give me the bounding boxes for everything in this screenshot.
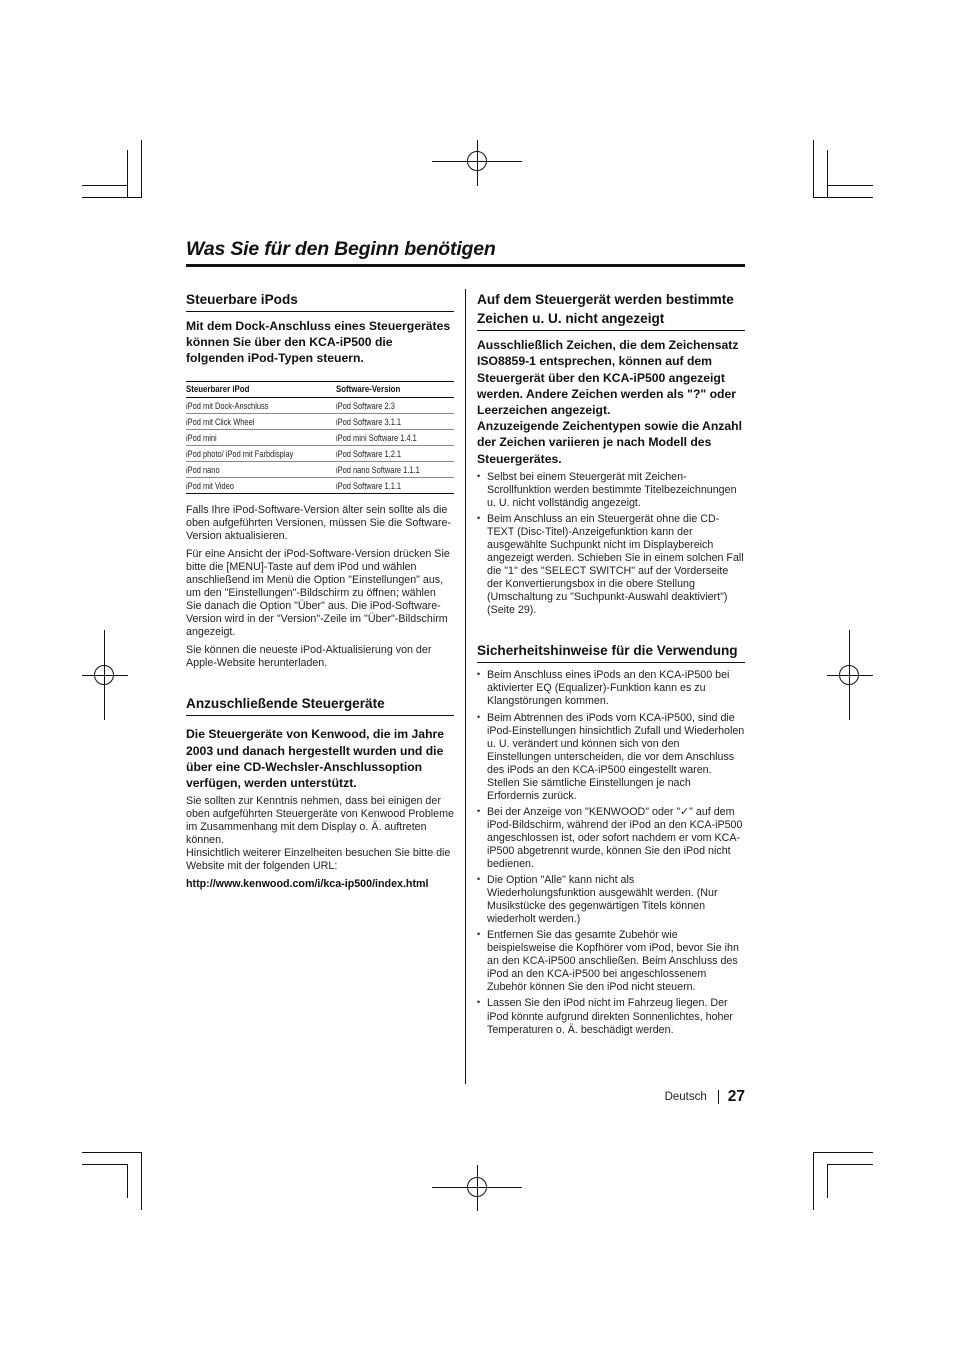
table-row <box>186 461 454 477</box>
list-item: • Die Option "Alle" kann nicht als Wiederholungsfunktion ausgewählt werden. (Nur Musikstücke des gegenwärtigen Titels können wiederholt werden.) <box>477 874 745 926</box>
paragraph: Für eine Ansicht der iPod-Software-Version drücken Sie bitte die [MENU]-Taste auf dem iPod und wählen anschließend im Menü die Option "Einstellungen" aus, um den "Einstellungen"-Bildschirm zu öffnen; wählen Sie danach die Option "Über" aus. Die iPod-Software-Version wird in der "Version"-Zeile im "Über"-Bildschirm angezeigt. <box>186 547 450 639</box>
list-item: • Beim Anschluss an ein Steuergerät ohne die CD-TEXT (Disc-Titel)-Anzeigefunktion kann der ausgewählte Suchpunkt nicht im Displaybereich angezeigt werden. Schieben Sie in einem solchen Fall die "1" des "SELECT SWITCH" auf der Vorderseite der Konvertierungsbox in die obere Stellung (Umschaltung zu "Suchpunkt-Auswahl deaktiviert") (Seite 29). <box>477 513 745 617</box>
ipod-table <box>186 381 454 494</box>
characters-lead: Ausschließlich Zeichen, die dem Zeichensatz ISO8859-1 entsprechen, können auf dem Steuergerät über den KCA-iP500 angezeigt werden. Andere Zeichen werden als "?" oder Leerzeichen angezeigt. <box>477 338 739 417</box>
ipods-lead: Mit dem Dock-Anschluss eines Steuergerätes können Sie über den KCA-iP500 die folgenden iPod-Typen steuern. <box>186 319 451 366</box>
paragraph: Sie sollten zur Kenntnis nehmen, dass bei einigen der oben aufgeführten Steuergeräte von Kenwood Probleme im Zusammenhang mit dem Display o. Ä. auftreten können. <box>186 795 454 847</box>
section-heading-characters: Auf dem Steuergerät werden bestimmte Zeichen u. U. nicht angezeigt <box>477 290 745 331</box>
right-column <box>477 290 745 1043</box>
list-item: • Beim Anschluss eines iPods an den KCA-iP500 bei aktivierter EQ (Equalizer)-Funktion kann es zu Klangstörungen kommen. <box>477 669 745 708</box>
table-cell: iPod mit Dock-Anschluss <box>186 400 269 411</box>
table-row <box>186 429 454 445</box>
table-header-row <box>186 381 454 397</box>
table-cell: iPod mit Click Wheel <box>186 416 255 427</box>
footer-language: Deutsch <box>664 1091 707 1103</box>
table-cell: iPod nano Software 1.1.1 <box>336 464 420 475</box>
section-heading-safety: Sicherheitshinweise für die Verwendung <box>477 641 745 663</box>
table-cell: iPod Software 3.1.1 <box>336 416 402 427</box>
table-cell: iPod Software 2.3 <box>336 400 395 411</box>
table-row <box>186 445 454 461</box>
paragraph: Falls Ihre iPod-Software-Version älter sein sollte als die oben aufgeführten Versionen, müssen Sie die Software-Version aktualisieren. <box>186 503 451 542</box>
website-url: http://www.kenwood.com/i/kca-ip500/index.html <box>186 878 429 891</box>
table-cell: iPod mini <box>186 432 217 443</box>
table-header-cell: Steuerbarer iPod <box>186 381 336 397</box>
table-row <box>186 413 454 429</box>
table-cell: iPod mit Video <box>186 480 234 491</box>
table-cell: iPod nano <box>186 464 220 475</box>
characters-notes <box>477 471 745 618</box>
table-header-cell: Software-Version <box>336 381 454 397</box>
characters-lead-2: Anzuzeigende Zeichentypen sowie die Anzahl der Zeichen variieren je nach Modell des Steuergerätes. <box>477 419 743 466</box>
paragraph: Sie können die neueste iPod-Aktualisierung von der Apple-Website herunterladen. <box>186 644 432 670</box>
table-row <box>186 397 454 413</box>
title-rule <box>186 264 745 267</box>
left-column <box>186 290 454 891</box>
column-divider <box>465 289 466 1084</box>
list-item: • Lassen Sie den iPod nicht im Fahrzeug liegen. Der iPod könnte aufgrund direkten Sonnenlichtes, hoher Temperaturen o. Ä. beschädigt werden. <box>477 997 745 1036</box>
page-footer <box>600 1088 745 1106</box>
footer-divider <box>718 1090 719 1104</box>
page-title: Was Sie für den Beginn benötigen <box>186 238 496 260</box>
list-item: • Beim Abtrennen des iPods vom KCA-iP500, sind die iPod-Einstellungen hinsichtlich Zufall und Wiederholen u. U. verändert und können sich von den Einstellungen unterscheiden, die vor dem Anschluss des iPods an den KCA-iP500 eingestellt waren. Stellen Sie sämtliche Einstellungen je nach Erfordernis zurück. <box>477 712 745 803</box>
section-heading-units: Anzuschließende Steuergeräte <box>186 694 454 716</box>
paragraph: Hinsichtlich weiterer Einzelheiten besuchen Sie bitte die Website mit der folgenden URL: <box>186 847 451 873</box>
table-cell: iPod Software 1.2.1 <box>336 448 402 459</box>
table-cell: iPod photo/ iPod mit Farbdisplay <box>186 448 294 459</box>
table-cell: iPod mini Software 1.4.1 <box>336 432 417 443</box>
table-cell: iPod Software 1.1.1 <box>336 480 402 491</box>
safety-notes <box>477 669 745 1036</box>
page-number: 27 <box>727 1088 745 1105</box>
units-lead: Die Steuergeräte von Kenwood, die im Jahre 2003 und danach hergestellt wurden und die über eine CD-Wechsler-Anschlussoption verfügen, werden unterstützt. <box>186 727 445 790</box>
section-heading-ipods: Steuerbare iPods <box>186 290 454 312</box>
list-item: • Entfernen Sie das gesamte Zubehör wie beispielsweise die Kopfhörer vom iPod, bevor Sie ihn an den KCA-iP500 anschließen. Beim Anschluss des iPod an den KCA-iP500 bei angeschlossenem Zubehör können Sie den iPod nicht steuern. <box>477 929 745 994</box>
table-row <box>186 477 454 493</box>
list-item: • Selbst bei einem Steuergerät mit Zeichen-Scrollfunktion werden bestimmte Titelbezeichnungen u. U. nicht vollständig angezeigt. <box>477 471 745 510</box>
list-item: • Bei der Anzeige von "KENWOOD" oder "✓" auf dem iPod-Bildschirm, während der iPod an den KCA-iP500 angeschlossen ist, oder sofort nachdem er vom KCA-iP500 abgetrennt wurde, können Sie den iPod nicht bedienen. <box>477 806 745 871</box>
